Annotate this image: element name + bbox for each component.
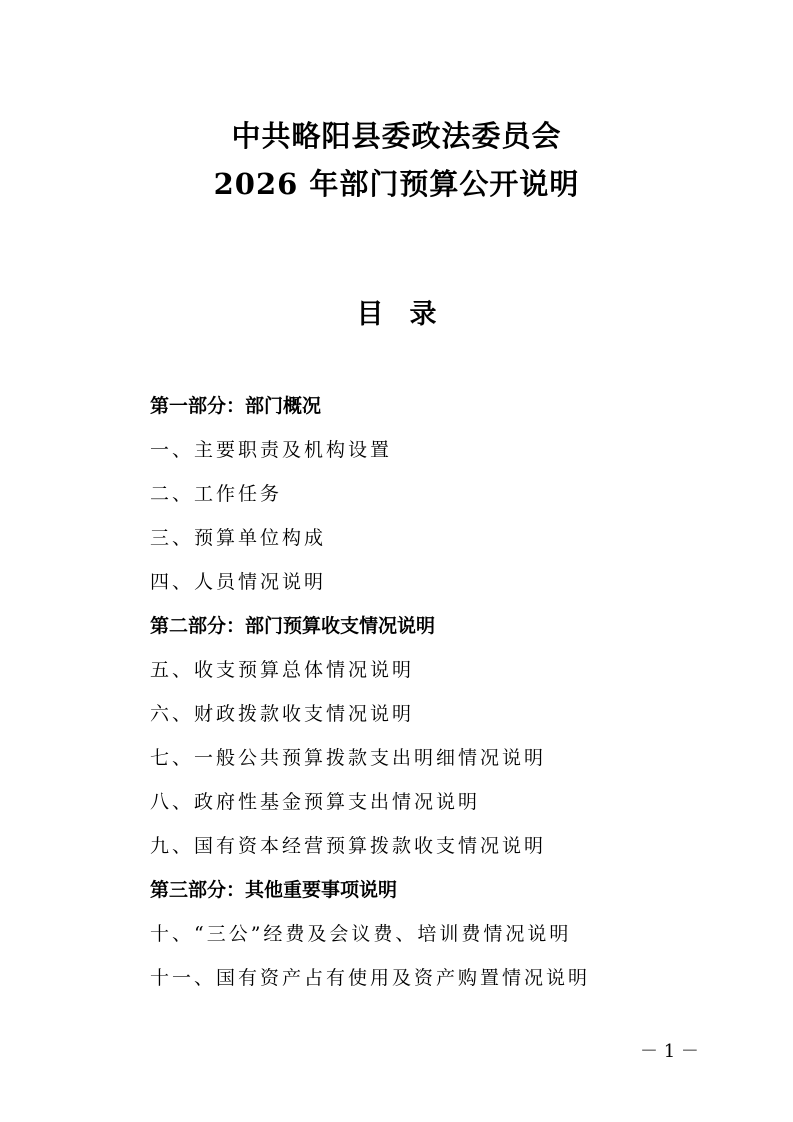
toc-section-part-1: 第一部分：部门概况 bbox=[150, 395, 322, 417]
document-title-line-2: 2026 年部门预算公开说明 bbox=[213, 167, 580, 201]
toc-heading-char-2: 录 bbox=[409, 299, 437, 330]
toc-section-part-2: 第二部分：部门预算收支情况说明 bbox=[150, 615, 436, 637]
toc-entry-8: 八、政府性基金预算支出情况说明 bbox=[150, 791, 481, 813]
table-of-contents bbox=[150, 391, 750, 1007]
document-title-line-1: 中共略阳县委政法委员会 bbox=[231, 119, 562, 153]
toc-entry-5: 五、收支预算总体情况说明 bbox=[150, 659, 415, 681]
toc-entry-1: 一、主要职责及机构设置 bbox=[150, 439, 393, 461]
toc-entry-10: 十、“三公”经费及会议费、培训费情况说明 bbox=[150, 923, 572, 945]
toc-entry-2: 二、工作任务 bbox=[150, 483, 283, 505]
toc-entry-3: 三、预算单位构成 bbox=[150, 527, 327, 549]
toc-entry-7: 七、一般公共预算拨款支出明细情况说明 bbox=[150, 747, 547, 769]
toc-entry-4: 四、人员情况说明 bbox=[150, 571, 327, 593]
toc-section-part-3: 第三部分：其他重要事项说明 bbox=[150, 879, 398, 901]
toc-heading-char-1: 目 bbox=[356, 299, 384, 330]
toc-heading bbox=[0, 297, 793, 333]
page-number: － 1 － bbox=[640, 1041, 699, 1062]
toc-entry-11: 十一、国有资产占有使用及资产购置情况说明 bbox=[150, 967, 591, 989]
toc-entry-9: 九、国有资本经营预算拨款收支情况说明 bbox=[150, 835, 547, 857]
toc-entry-6: 六、财政拨款收支情况说明 bbox=[150, 703, 415, 725]
